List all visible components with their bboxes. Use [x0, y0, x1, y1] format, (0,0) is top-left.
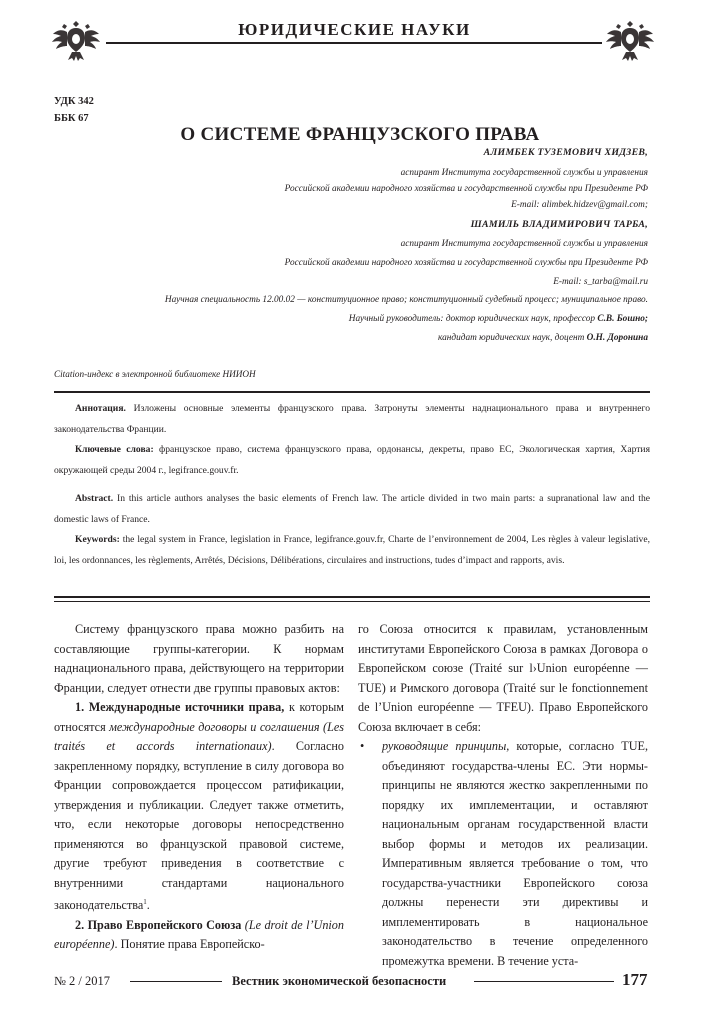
- abstract-block: [54, 489, 650, 571]
- body-paragraph: 1. Международные источники права, к которым относятся международные договоры и соглашения (Les traités et accords internationaux). Согласно закрепленному порядку, вступление в силу договора во Франции сопровождается процессом ратификации, утверждения и публикации. Следует также отметить, что, если некоторые договоры непосредственно применяются во французской правовой системе, другие требуют приведения в соответствие с внутренними стандартами национального законодательства$^1$.: [54, 700, 344, 913]
- abstract-bottom-rule-thin: [54, 601, 650, 602]
- body-paragraph: го Союза относится к правилам, установленным институтами Европейского Союза в рамках Договора о Европейском союзе (Traité sur l›Union européenne — TUE) и Римского договора (Traité sur le fonctionnement de l’Union européenne — TFEU). Право Европейского Союза включает в себя:: [358, 622, 648, 734]
- header-rule: [106, 42, 602, 44]
- consultant: кандидат юридических наук, доцент О.Н. Доронина: [438, 333, 648, 343]
- article-title: О СИСТЕМЕ ФРАНЦУЗСКОГО ПРАВА: [180, 124, 540, 145]
- supervisor: Научный руководитель: доктор юридических наук, профессор С.В. Бошно;: [348, 314, 648, 324]
- author-name: АЛИМБЕК ТУЗЕМОВИЧ ХИДЗЕВ,: [483, 147, 648, 158]
- abstract-bottom-rule: [54, 596, 650, 598]
- keywords-en: Keywords: the legal system in France, legislation in France, legifrance.gouv.fr, Charte de l’environnement de 2004, Les règles à valeur legislative, loi, les ordonnances, les règlements, Arrêtés, Décisions, Délibérations, circulaires and instructions, tudes d’impact and rapports, avis.: [54, 534, 650, 566]
- abstract-top-rule: [54, 391, 650, 393]
- author-position: аспирант Института государственной службы и управления: [400, 239, 648, 249]
- body-paragraph: 2. Право Европейского Союза (Le droit de l’Union européenne). Понятие права Европейско-: [54, 917, 344, 952]
- body-column-right: [358, 620, 648, 971]
- journal-name: Вестник экономической безопасности: [232, 974, 447, 988]
- annotation-block: [54, 399, 650, 481]
- keywords-ru: Ключевые слова: французское право, система французского права, ордонансы, декреты, право ЕС, Экологическая хартия, Хартия окружающей среды 2004 г., legifrance.gouv.fr.: [54, 444, 650, 476]
- author-position: аспирант Института государственной службы и управления: [400, 168, 648, 178]
- bullet-icon: •: [360, 739, 365, 753]
- author-email[interactable]: E-mail: s_tarba@mail.ru: [553, 277, 648, 287]
- page-number: 177: [622, 970, 648, 989]
- list-item: • руководящие принципы, которые, согласно TUE, объединяют государства-члены ЕС. Эти нормы-принципы не являются жестко закрепленными по порядку их имплементации, и оставляют национальным органам государственной власти выбор формы и методов их реализации. Императивным является требование о том, что государства-участники Европейского союза должны перенести эти директивы и имплементировать в национальное законодательство в течение определенного промежутка времени. В течение уста-: [360, 739, 648, 968]
- annotation: Аннотация. Изложены основные элементы французского права. Затронуты элементы наднационального права и внутреннего законодательства Франции.: [54, 403, 650, 435]
- citation-index: Citation-индекс в электронной библиотеке НИИОН: [54, 369, 256, 379]
- author-name: ШАМИЛЬ ВЛАДИМИРОВИЧ ТАРБА,: [470, 219, 648, 230]
- body-paragraph: Систему французского права можно разбить на составляющие группы-категории. К нормам наднационального права, действующего на территории Франции, следует отнести две группы правовых актов:: [54, 622, 344, 695]
- bbk-code: ББК 67: [54, 113, 89, 124]
- issue-number: № 2 / 2017: [54, 974, 111, 988]
- abstract-en: Abstract. In this article authors analyses the basic elements of French law. The article divided in two main parts: a supranational law and the domestic laws of France.: [54, 493, 650, 525]
- body-column-left: [54, 620, 344, 955]
- footer-rule: [130, 981, 222, 982]
- specialty: Научная специальность 12.00.02 — конституционное право; конституционный судебный процесс; муниципальное право.: [164, 295, 648, 305]
- footer-rule: [474, 981, 614, 982]
- author-email[interactable]: E-mail: alimbek.hidzev@gmail.com;: [511, 200, 648, 210]
- udk-code: УДК 342: [54, 96, 94, 107]
- section-title: ЮРИДИЧЕСКИЕ НАУКИ: [0, 20, 709, 40]
- author-affiliation: Российской академии народного хозяйства и государственной службы при Президенте РФ: [284, 258, 648, 268]
- author-affiliation: Российской академии народного хозяйства и государственной службы при Президенте РФ: [284, 184, 648, 194]
